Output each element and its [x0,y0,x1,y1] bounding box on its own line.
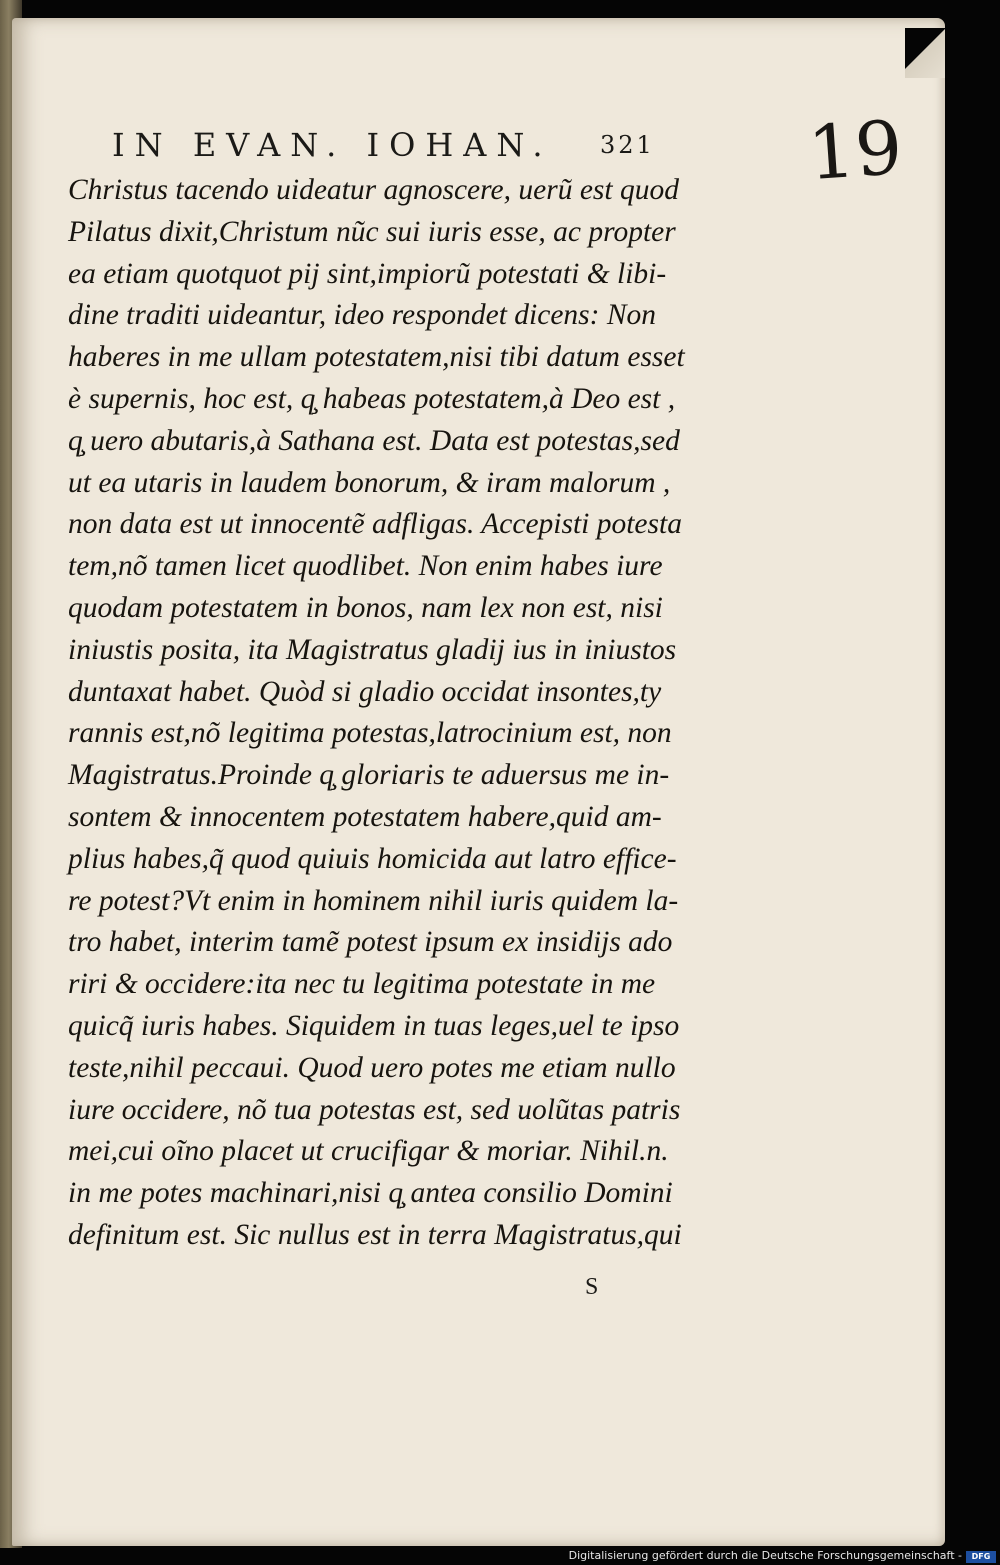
text-line: definitum est. Sic nullus est in terra Magistratus,qui [68,1218,682,1251]
text-line: re potest?Vt enim in hominem nihil iuris quidem la- [68,884,679,917]
text-line: q̧ uero abutaris,à Sathana est. Data est potestas,sed [68,424,680,457]
text-line: ut ea utaris in laudem bonorum, & iram malorum , [68,466,671,499]
text-line: mei,cui oĩno placet ut crucifigar & moriar. Nihil.n. [68,1135,669,1168]
running-title: IN EVAN. IOHAN. [112,126,553,164]
text-line: in me potes machinari,nisi q̧ antea consilio Domini [68,1177,673,1210]
text-line: tro habet, interim tamẽ potest ipsum ex insidijs ado [68,926,673,959]
text-line: rannis est,nõ legitima potestas,latrocinium est, non [68,717,672,750]
handwritten-folio-number: 19 [805,104,906,198]
text-line: dine traditi uideantur, ideo respondet dicens: Non [68,299,657,332]
digitization-credit: Digitalisierung gefördert durch die Deutsche Forschungsgemeinschaft - [568,1549,962,1562]
text-line: quicq̃ iuris habes. Siquidem in tuas leges,uel te ipso [68,1009,680,1042]
text-line: Pilatus dixit,Christum nũc sui iuris esse, ac propter [68,215,676,248]
text-line: sontem & innocentem potestatem habere,quid am- [68,800,662,833]
text-line: non data est ut innocentẽ adfligas. Accepisti potesta [68,508,682,541]
dfg-logo: DFG [966,1551,996,1563]
text-line: ea etiam quotquot pij sint,impiorũ potestati & libi- [68,257,667,290]
text-line: Christus tacendo uideatur agnoscere, uerũ est quod [68,174,679,206]
text-line: iure occidere, nõ tua potestas est, sed uolũtas patris [68,1093,681,1126]
text-line: quodam potestatem in bonos, nam lex non est, nisi [68,591,663,624]
text-line: iniustis posita, ita Magistratus gladij ius in iniustos [68,633,677,666]
text-line: tem,nõ tamen licet quodlibet. Non enim habes iure [68,550,663,583]
text-line: riri & occidere:ita nec tu legitima potestate in me [68,968,656,1001]
text-line: haberes in me ullam potestatem,nisi tibi datum esset [68,341,685,374]
text-line: è supernis, hoc est, q̧ habeas potestatem,à Deo est , [68,382,676,415]
text-line: Magistratus.Proinde q̧ gloriaris te aduersus me in- [68,759,670,792]
text-line: duntaxat habet. Quòd si gladio occidat insontes,ty [68,675,662,708]
page-number: 321 [600,131,655,159]
page-corner [905,28,945,78]
text-line: plius habes,q̃ quod quiuis homicida aut latro effice- [68,842,677,875]
signature-mark: S [585,1274,599,1300]
body-text [68,170,708,1257]
text-line: teste,nihil peccaui. Quod uero potes me etiam nullo [68,1051,676,1084]
